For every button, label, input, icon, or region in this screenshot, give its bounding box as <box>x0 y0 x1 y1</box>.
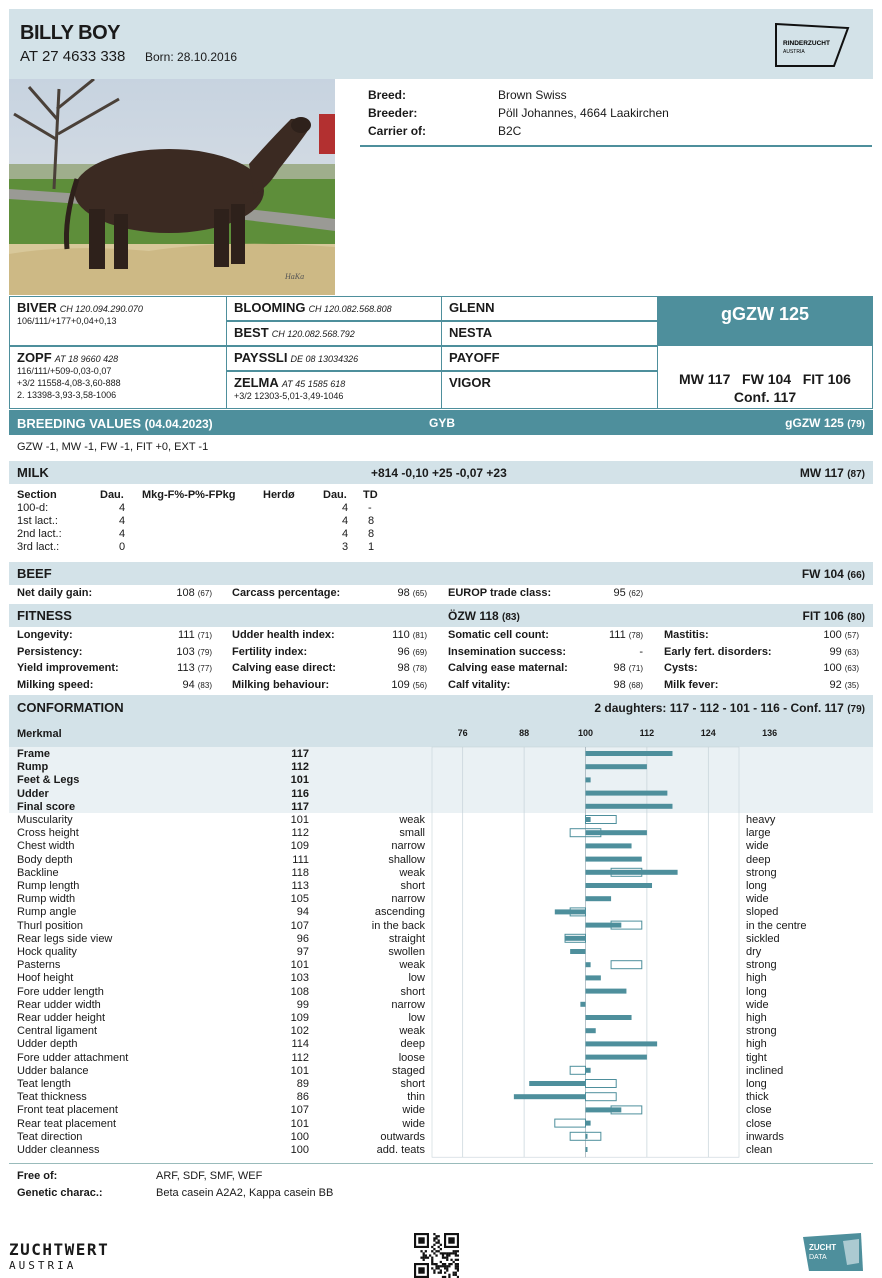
fitness-item: Longevity: 111 (71) <box>17 629 212 641</box>
fitness-item: Udder health index: 110 (81) <box>232 629 427 641</box>
scale-tick: 124 <box>700 728 716 738</box>
fitness-item: Yield improvement: 113 (77) <box>17 662 212 674</box>
milk-title: MILK <box>17 465 49 480</box>
pedigree-sire-sire: BLOOMING CH 120.082.568.808 <box>226 296 442 321</box>
fitness-item: Calving ease direct: 98 (78) <box>232 662 427 674</box>
conformation-trait-row: Teat direction 100 outwards inwards <box>17 1130 784 1143</box>
bv-right: gGZW 125 (79) <box>785 416 865 430</box>
conformation-summary-row: Udder 116 <box>17 787 309 800</box>
conformation-trait-row: Backline 118 weak strong <box>17 866 777 879</box>
conformation-title: CONFORMATION <box>17 700 124 715</box>
free-row: Free of: ARF, SDF, SMF, WEF <box>17 1170 263 1182</box>
conformation-trait-row: Central ligament 102 weak strong <box>17 1025 777 1038</box>
bottom-divider <box>9 1163 873 1164</box>
gzw-box: gGZW 125 <box>657 296 873 345</box>
svg-text:RINDERZUCHT: RINDERZUCHT <box>783 40 830 47</box>
conformation-trait-row: Front teat placement 107 wide close <box>17 1104 772 1117</box>
conformation-trait-row: Muscularity 101 weak heavy <box>17 814 776 826</box>
conformation-trait-row: Fore udder attachment 112 loose tight <box>17 1051 767 1064</box>
beef-title: BEEF <box>17 566 52 581</box>
conformation-trait-row: Pasterns 101 weak strong <box>17 959 777 972</box>
merkmal-header: Merkmal <box>17 728 62 740</box>
pedigree-dss: PAYOFF <box>441 346 658 371</box>
info-label: Breed: <box>368 88 407 102</box>
beef-item: Net daily gain: 108 (67) <box>17 587 212 599</box>
qr-code[interactable] <box>414 1233 459 1278</box>
svg-text:HaKa: HaKa <box>285 272 305 281</box>
fitness-item: Calving ease maternal: 98 (71) <box>448 662 643 674</box>
svg-text:AUSTRIA: AUSTRIA <box>783 49 805 55</box>
pedigree-dds: VIGOR <box>441 371 658 409</box>
beef-right: FW 104 (66) <box>801 567 865 581</box>
conformation-trait-row: Hoof height 103 low high <box>17 972 767 985</box>
conformation-trait-row: Udder cleanness 100 add. teats clean <box>17 1144 773 1156</box>
conformation-trait-row: Hock quality 97 swollen dry <box>17 946 762 958</box>
milk-table-row: 3rd lact.: 0 3 1 <box>17 541 375 553</box>
conformation-trait-row: Thurl position 107 in the back in the centre <box>17 919 807 932</box>
fitness-item: Milk fever: 92 (35) <box>664 678 859 691</box>
conformation-trait-row: Fore udder length 108 short long <box>17 985 767 998</box>
conformation-trait-row: Rump length 113 short long <box>17 880 767 892</box>
milk-table-row: 100-d: 4 4 - <box>17 502 372 514</box>
scale-tick: 136 <box>762 728 778 738</box>
fitness-title: FITNESS <box>17 608 72 623</box>
conformation-trait-row: Cross height 112 small large <box>17 827 771 840</box>
conformation-trait-row: Teat thickness 86 thin thick <box>17 1091 769 1104</box>
info-value: B2C <box>498 124 522 138</box>
animal-name: BILLY BOY <box>20 22 120 44</box>
svg-text:ZUCHT: ZUCHT <box>809 1243 837 1252</box>
zuchtwert-logo: ZUCHTWERT AUSTRIA <box>9 1240 110 1272</box>
animal-id: AT 27 4633 338 <box>20 48 126 65</box>
milk-right: MW 117 (87) <box>799 466 865 480</box>
fitness-item: Fertility index: 96 (69) <box>232 645 427 658</box>
milk-table-row: 1st lact.: 4 4 8 <box>17 515 375 527</box>
conformation-trait-row: Rump angle 94 ascending sloped <box>17 906 779 919</box>
pedigree-sss: GLENN <box>441 296 658 321</box>
conformation-trait-row: Rear legs side view 96 straight sickled <box>17 932 780 945</box>
fitness-item: Somatic cell count: 111 (78) <box>448 629 643 641</box>
free-of-section <box>17 1170 333 1204</box>
fitness-item: Calf vitality: 98 (68) <box>448 678 643 691</box>
fitness-item: Milking speed: 94 (83) <box>17 678 212 691</box>
fitness-item: Mastitis: 100 (57) <box>664 629 859 641</box>
scale-tick: 112 <box>639 728 655 738</box>
conformation-trait-row: Rear teat placement 101 wide close <box>17 1117 772 1130</box>
conformation-trait-row: Body depth 111 shallow deep <box>17 853 771 866</box>
conformation-summary-row: Feet & Legs 101 <box>17 774 309 787</box>
pedigree-dam-sire: PAYSSLI DE 08 13034326 <box>226 346 442 371</box>
milk-table-header: Section Dau. Mkg-F%-P%-FPkg Herdø Dau. TD <box>17 489 378 501</box>
summary-conf: Conf. 117 <box>733 389 797 405</box>
birth-date: Born: 28.10.2016 <box>145 50 238 64</box>
scale-tick: 76 <box>457 728 468 738</box>
conformation-trait-row: Udder balance 101 staged inclined <box>17 1064 784 1077</box>
gzw-line: GZW -1, MW -1, FW -1, FIT +0, EXT -1 <box>17 441 209 453</box>
beef-item: EUROP trade class: 95 (62) <box>448 587 643 599</box>
conformation-trait-row: Teat length 89 short long <box>17 1078 767 1090</box>
fitness-item: Milking behaviour: 109 (56) <box>232 678 427 691</box>
scale-tick: 100 <box>577 728 594 738</box>
fitness-item: Cysts: 100 (63) <box>664 662 859 674</box>
pedigree-sire-dam: BEST CH 120.082.568.792 <box>226 321 442 346</box>
pedigree-ssd: NESTA <box>441 321 658 346</box>
bv-mid: GYB <box>429 416 456 430</box>
pedigree-dam: ZOPF AT 18 9660 428 116/111/+509-0,03-0,07 +3/2 11558-4,08-3,60-888 2. 13398-3,93-3,58-1006 <box>9 346 227 409</box>
conformation-trait-row: Udder depth 114 deep high <box>17 1038 767 1051</box>
milk-table-row: 2nd lact.: 4 4 8 <box>17 528 375 540</box>
scale-tick: 88 <box>519 728 530 738</box>
beef-item: Carcass percentage: 98 (65) <box>232 587 427 599</box>
conformation-right: 2 daughters: 117 - 112 - 101 - 116 - Conf. 117 (79) <box>594 701 865 715</box>
conformation-summary-row: Final score 117 <box>17 800 309 813</box>
summary-values: MW 117 FW 104 FIT 106 <box>679 371 851 387</box>
conformation-trait-row: Rump width 105 narrow wide <box>17 893 769 906</box>
conformation-trait-row: Rear udder height 109 low high <box>17 1012 767 1024</box>
conformation-trait-row: Rear udder width 99 narrow wide <box>17 998 769 1011</box>
conformation-summary-row: Rump 112 <box>17 761 309 774</box>
fitness-item: Early fert. disorders: 99 (63) <box>664 645 859 658</box>
pedigree-dam-dam: ZELMA AT 45 1585 618 +3/2 12303-5,01-3,49-1046 <box>226 371 442 409</box>
free-row: Genetic charac.: Beta casein A2A2, Kappa casein BB <box>17 1187 334 1199</box>
milk-mid: +814 -0,10 +25 -0,07 +23 <box>371 466 507 480</box>
fitness-right: FIT 106 (80) <box>802 609 865 623</box>
conformation-trait-row: Chest width 109 narrow wide <box>17 840 769 853</box>
info-value: Brown Swiss <box>498 88 567 102</box>
fitness-item: Persistency: 103 (79) <box>17 645 212 658</box>
zuchtdata-logo <box>803 1233 863 1271</box>
info-label: Carrier of: <box>368 124 427 138</box>
info-label: Breeder: <box>368 106 418 120</box>
bv-title: BREEDING VALUES (04.04.2023) <box>17 416 213 431</box>
pedigree-sire: BIVER CH 120.094.290.070 106/111/+177+0,04+0,13 <box>9 296 227 346</box>
fitness-mid: ÖZW 118 (83) <box>448 609 520 623</box>
fitness-item: Insemination success: - <box>448 645 643 658</box>
svg-text:DATA: DATA <box>809 1254 827 1261</box>
conformation-summary-row: Frame 117 <box>17 748 309 760</box>
info-value: Pöll Johannes, 4664 Laakirchen <box>498 106 669 120</box>
